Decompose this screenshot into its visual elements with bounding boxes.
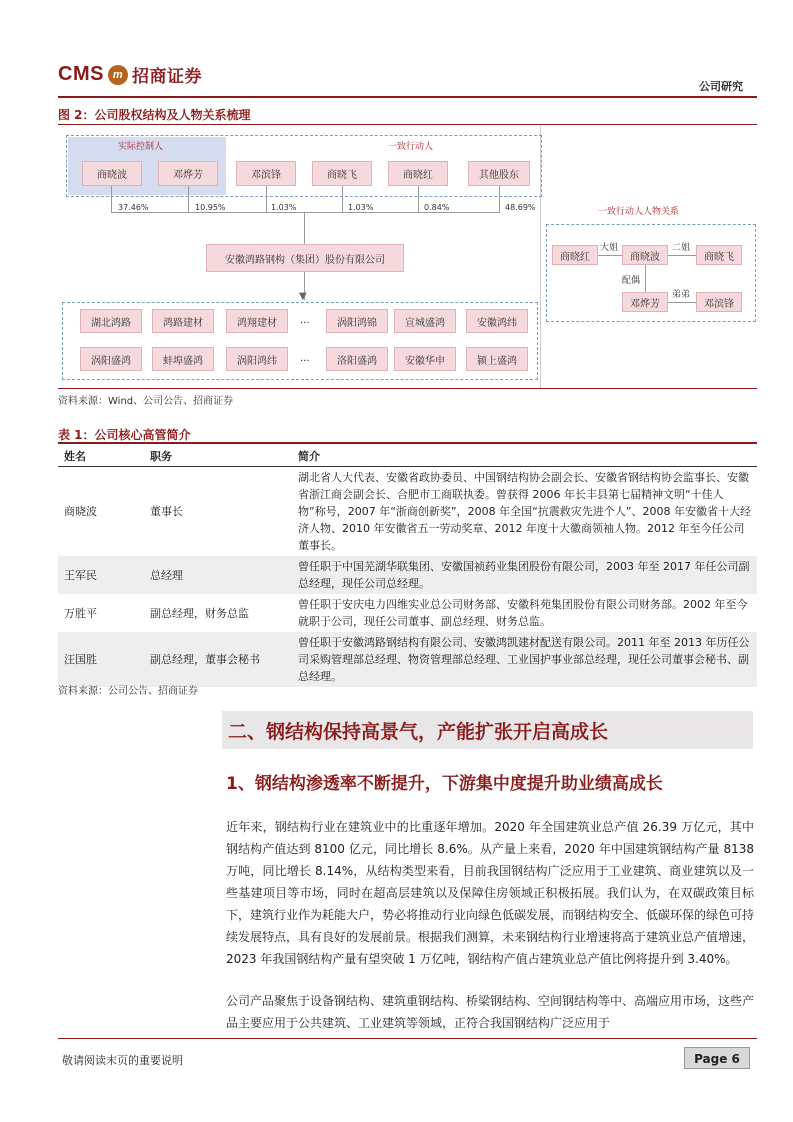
- connector-line: [499, 186, 500, 212]
- figure-title: 图 2：公司股权结构及人物关系梳理: [58, 108, 251, 122]
- footer-divider: [58, 1038, 757, 1039]
- arrow-down-icon: ▼: [299, 291, 307, 302]
- share-pct: 10.95%: [195, 203, 226, 212]
- subsidiary-box: 蚌埠盛鸿: [152, 347, 214, 371]
- logo-cn: 招商证券: [131, 67, 202, 87]
- table-header-row: [58, 446, 757, 467]
- relation-person: 邓烨芳: [622, 292, 668, 312]
- relation-label: 二姐: [672, 243, 691, 253]
- table-row: [58, 632, 757, 687]
- exec-intro: 湖北省人大代表、安徽省政协委员、中国钢结构协会副会长、安徽省钢结构协会监事长、安徽省浙江商会副会长、合肥市工商联执委。曾获得 2006 年长丰县第七届精神文明“十佳人物”称号，2007 年“浙商创新奖”，2008 年全国“抗震救灾先进个人”、2008 年安徽省十大经济人物、2010 年安徽省五一劳动奖章、2012 年度十大徽商领袖人物。2012 年至今任公司董事长。: [298, 471, 751, 552]
- page-number: Page 6: [684, 1047, 750, 1069]
- share-pct: 1.03%: [271, 203, 297, 212]
- relation-label: 配偶: [622, 276, 641, 286]
- connector-line: [111, 212, 500, 213]
- share-pct: 1.03%: [348, 203, 374, 212]
- relation-person: 商晓飞: [696, 245, 742, 265]
- relation-person: 商晓红: [552, 245, 598, 265]
- logo-cms: CMS: [58, 63, 104, 85]
- exec-role: 副总经理，董事会秘书: [144, 632, 292, 687]
- exec-intro: 曾任职于中国芜湖华联集团、安徽国祯药业集团股份有限公司，2003 年至 2017 年任公司副总经理，现任公司总经理。: [292, 556, 757, 594]
- company-logo: [58, 62, 202, 87]
- executive-table: [58, 446, 757, 687]
- company-box: 安徽鸿路钢构（集团）股份有限公司: [206, 244, 404, 272]
- shareholder-box: 商晓红: [388, 161, 448, 186]
- exec-intro: 曾任职于安庆电力四维实业总公司财务部、安徽科苑集团股份有限公司财务部。2002 年至今就职于公司，现任公司董事、副总经理、财务总监。: [298, 598, 748, 628]
- relation-title: 一致行动人人物关系: [598, 207, 680, 217]
- share-pct: 0.84%: [424, 203, 450, 212]
- relation-line: [598, 255, 622, 256]
- subsidiary-box: 涡阳盛鸿: [80, 347, 142, 371]
- shareholder-box: 商晓波: [82, 161, 142, 186]
- logo-badge-icon: m: [108, 65, 128, 85]
- share-pct: 48.69%: [505, 203, 536, 212]
- exec-role: 总经理: [144, 556, 292, 594]
- shareholder-box: 邓滨锋: [236, 161, 296, 186]
- table-header: 姓名: [58, 446, 144, 467]
- body-paragraph: 近年来，钢结构行业在建筑业中的比重逐年增加。2020 年全国建筑业总产值 26.39 万亿元，其中钢结构产值达到 8100 亿元，同比增长 8.6%。从产量上来看，2020 年中国建筑钢结构产量 8138 万吨，同比增长 8.14%，从结构类型来看，目前我国钢结构广泛应用于工业建筑、商业建筑以及一些基建项目等市场，同时在超高层建筑以及保障住房领域正积极拓展。我们认为，在双碳政策目标下，建筑行业作为耗能大户，势必将推动行业向绿色低碳发展，而钢结构安全、低碳环保的绿色可持续发展特点，具有良好的发展前景。根据我们测算，未来钢结构行业增速将高于建筑业总产值增速，2023 年我国钢结构产量有望突破 1 万亿吨，钢结构产值占建筑业总产值比例将提升到 3.40%。: [226, 820, 755, 966]
- table-header: 职务: [144, 446, 292, 467]
- connector-line: [304, 212, 305, 244]
- exec-intro: 曾任职于安徽鸿路钢结构有限公司、安徽鸿凯建材配送有限公司。2011 年至 2013 年历任公司采购管理部总经理、物资管理部总经理、工业国护事业部总经理，现任公司董事会秘书、副总经理。: [292, 632, 757, 687]
- subsidiary-box: 宣城盛鸿: [394, 309, 456, 333]
- exec-name: 汪国胜: [58, 632, 144, 687]
- table-row: [58, 556, 757, 594]
- exec-name: 王军民: [58, 556, 144, 594]
- exec-name: 万胜平: [64, 606, 97, 620]
- subsidiary-box: 鸿路建材: [152, 309, 214, 333]
- subsidiary-box: 鸿翔建材: [226, 309, 288, 333]
- concert-label: 一致行动人: [388, 142, 434, 152]
- table-source: 资料来源：公司公告、招商证券: [58, 686, 198, 697]
- relation-line: [645, 265, 646, 292]
- subsidiary-box: 湖北鸿路: [80, 309, 142, 333]
- connector-line: [342, 186, 343, 212]
- body-paragraph: 公司产品聚焦于设备钢结构、建筑重钢结构、桥梁钢结构、空间钢结构等中、高端应用市场，这些产品主要应用于公共建筑、工业建筑等领域，正符合我国钢结构广泛应用于: [226, 994, 755, 1030]
- section-heading: 二、钢结构保持高景气，产能扩张开启高成长: [222, 711, 753, 749]
- ellipsis-marker: ...: [300, 353, 310, 364]
- table-title: 表 1：公司核心高管简介: [58, 428, 191, 442]
- exec-role: 董事长: [150, 505, 183, 518]
- ellipsis-marker: ...: [300, 315, 310, 326]
- subsidiary-box: 安徽华申: [394, 347, 456, 371]
- relation-label: 大姐: [600, 243, 619, 253]
- actual-controller-label: 实际控制人: [118, 142, 164, 152]
- table-top-rule: [58, 442, 757, 444]
- shareholder-box: 邓烨芳: [158, 161, 218, 186]
- subsidiary-box: 涡阳鸿纬: [226, 347, 288, 371]
- connector-line: [266, 186, 267, 212]
- shareholder-box: 其他股东: [468, 161, 530, 186]
- table-row: [58, 467, 757, 557]
- subsection-heading: 1、钢结构渗透率不断提升，下游集中度提升助业绩高成长: [226, 774, 663, 794]
- relation-line: [668, 302, 696, 303]
- connector-line: [418, 186, 419, 212]
- connector-line: [111, 186, 112, 212]
- subsidiary-box: 洛阳盛鸿: [326, 347, 388, 371]
- relation-label: 弟弟: [672, 290, 691, 300]
- subsidiary-box: 颍上盛鸿: [466, 347, 528, 371]
- subsidiary-box: 涡阳鸿锦: [326, 309, 388, 333]
- shareholder-box: 商晓飞: [312, 161, 372, 186]
- share-pct: 37.46%: [118, 203, 149, 212]
- figure-source: 资料来源：Wind、公司公告、招商证券: [58, 396, 234, 407]
- exec-role: 副总经理，财务总监: [150, 606, 249, 620]
- footer-note: 敬请阅读末页的重要说明: [62, 1054, 183, 1067]
- relation-line: [668, 255, 696, 256]
- exec-name: 商晓波: [64, 505, 97, 518]
- header-divider: [58, 96, 757, 98]
- subsidiary-box: 安徽鸿纬: [466, 309, 528, 333]
- relation-person-center: 商晓波: [622, 245, 668, 265]
- report-type: 公司研究: [699, 80, 743, 93]
- connector-line: [188, 186, 189, 212]
- figure-divider: [58, 124, 757, 125]
- table-row: [58, 594, 757, 632]
- figure-bottom-rule: [58, 388, 757, 389]
- table-header: 简介: [292, 446, 757, 467]
- relation-person: 邓滨锋: [696, 292, 742, 312]
